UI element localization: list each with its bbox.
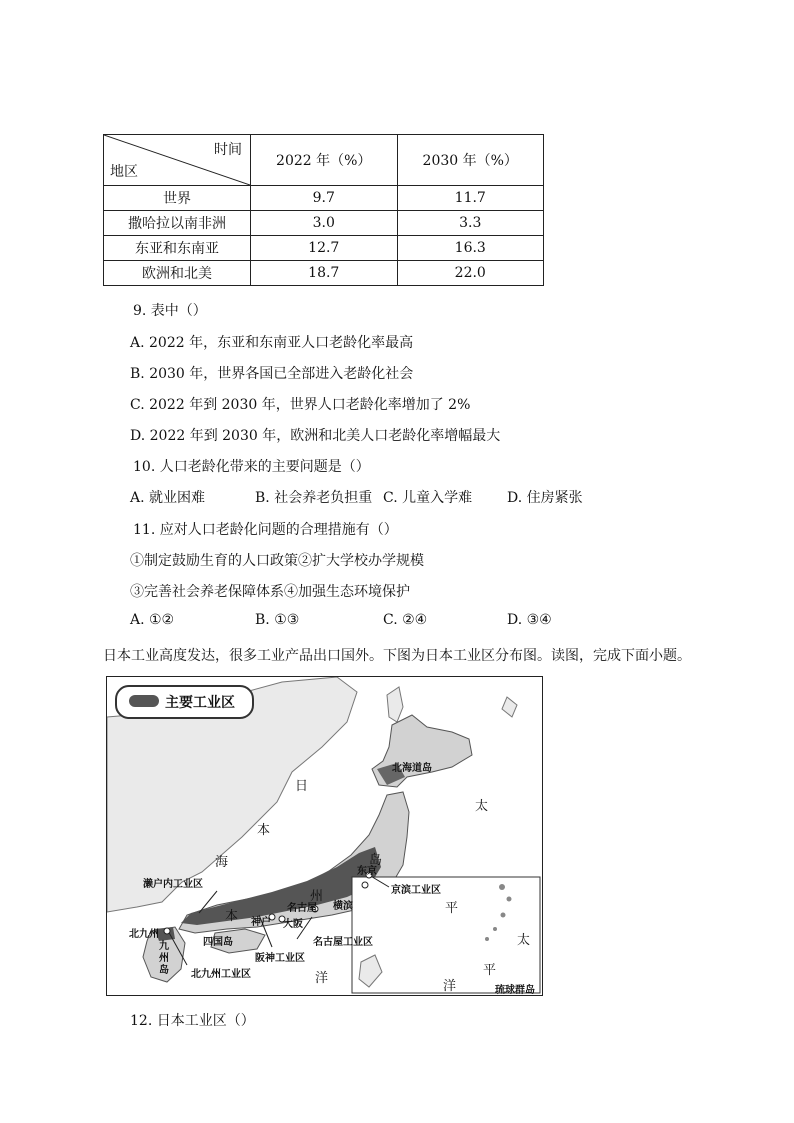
japan-industrial-map <box>106 676 543 996</box>
label-ocean-tai: 太 <box>475 799 489 814</box>
label-kitakyushu-industrial: 北九州工业区 <box>191 969 251 980</box>
label-ryukyu: 琉球群岛 <box>495 985 535 996</box>
label-inset-yang: 洋 <box>443 979 457 994</box>
table-corner-cell <box>104 135 251 186</box>
region-cell: 撒哈拉以南非洲 <box>104 211 251 236</box>
value-2022-cell: 9.7 <box>251 186 398 211</box>
aging-rate-table <box>103 134 544 286</box>
label-ocean-yang: 洋 <box>315 971 329 986</box>
label-kobe: 神户 <box>251 917 271 928</box>
value-2022-cell: 3.0 <box>251 211 398 236</box>
region-cell: 东亚和东南亚 <box>104 236 251 261</box>
q9-option-a[interactable]: A. 2022 年，东亚和东南亚人口老龄化率最高 <box>130 335 414 351</box>
question-10-stem: 10. 人口老龄化带来的主要问题是（） <box>133 459 370 475</box>
label-keihin: 京滨工业区 <box>391 885 441 896</box>
col-2022-header: 2022 年（%） <box>251 135 398 186</box>
question-12-stem: 12. 日本工业区（） <box>130 1013 255 1029</box>
q11-statement-line-1: ①制定鼓励生育的人口政策②扩大学校办学规模 <box>130 553 424 569</box>
label-kyushu-island: 九州岛 <box>159 941 169 976</box>
label-island-dao: 岛 <box>369 853 383 868</box>
map-legend <box>115 685 254 719</box>
region-cell: 欧洲和北美 <box>104 261 251 286</box>
label-kitakyushu: 北九州 <box>129 929 159 940</box>
question-11-stem: 11. 应对人口老龄化问题的合理措施有（） <box>133 522 398 538</box>
corner-region-label: 地区 <box>110 164 138 180</box>
label-inset-ping: 平 <box>483 963 497 978</box>
q10-option-d[interactable]: D. 住房紧张 <box>507 490 583 506</box>
value-2030-cell: 22.0 <box>397 261 544 286</box>
q11-option-a[interactable]: A. ①② <box>130 612 175 628</box>
table-row <box>104 236 544 261</box>
q10-option-b[interactable]: B. 社会养老负担重 <box>255 490 373 506</box>
table-row <box>104 186 544 211</box>
q11-option-c[interactable]: C. ②④ <box>383 612 428 628</box>
q10-option-c[interactable]: C. 儿童入学难 <box>383 490 473 506</box>
label-inset-tai: 太 <box>517 933 531 948</box>
q11-option-b[interactable]: B. ①③ <box>255 612 300 628</box>
label-island-zhou: 州 <box>310 889 324 904</box>
value-2022-cell: 12.7 <box>251 236 398 261</box>
label-shikoku: 四国岛 <box>203 937 233 948</box>
q11-statement-line-2: ③完善社会养老保障体系④加强生态环境保护 <box>130 584 410 600</box>
label-osaka: 大阪 <box>283 919 303 930</box>
label-sea-ri: 日 <box>295 779 309 794</box>
table-row <box>104 211 544 236</box>
q9-option-b[interactable]: B. 2030 年，世界各国已全部进入老龄化社会 <box>130 366 414 382</box>
q9-option-d[interactable]: D. 2022 年到 2030 年，欧洲和北美人口老龄化率增幅最大 <box>130 428 501 444</box>
value-2030-cell: 16.3 <box>397 236 544 261</box>
legend-swatch <box>129 695 159 707</box>
question-9-stem: 9. 表中（） <box>133 303 207 319</box>
q10-option-a[interactable]: A. 就业困难 <box>130 490 206 506</box>
label-nagoya-industrial: 名古屋工业区 <box>313 937 373 948</box>
value-2022-cell: 18.7 <box>251 261 398 286</box>
label-yokohama: 横滨 <box>333 901 353 912</box>
value-2030-cell: 3.3 <box>397 211 544 236</box>
q11-option-d[interactable]: D. ③④ <box>507 612 552 628</box>
label-nagoya: 名古屋 <box>287 903 317 914</box>
label-island-ben: 本 <box>225 909 239 924</box>
value-2030-cell: 11.7 <box>397 186 544 211</box>
label-sea-ben: 本 <box>257 823 271 838</box>
col-2030-header: 2030 年（%） <box>397 135 544 186</box>
q9-option-c[interactable]: C. 2022 年到 2030 年，世界人口老龄化率增加了 2% <box>130 397 471 413</box>
label-setouchi: 濑户内工业区 <box>143 879 203 890</box>
label-hokkaido: 北海道岛 <box>392 763 432 774</box>
legend-label: 主要工业区 <box>165 695 235 711</box>
label-hanshin: 阪神工业区 <box>255 953 305 964</box>
region-cell: 世界 <box>104 186 251 211</box>
table-row <box>104 261 544 286</box>
label-tokyo: 东京 <box>357 866 377 877</box>
map-intro-text: 日本工业高度发达，很多工业产品出口国外。下图为日本工业区分布图。读图，完成下面小题。 <box>103 648 691 664</box>
label-sea-hai: 海 <box>215 855 229 870</box>
corner-time-label: 时间 <box>214 142 242 158</box>
label-ocean-ping: 平 <box>445 901 459 916</box>
